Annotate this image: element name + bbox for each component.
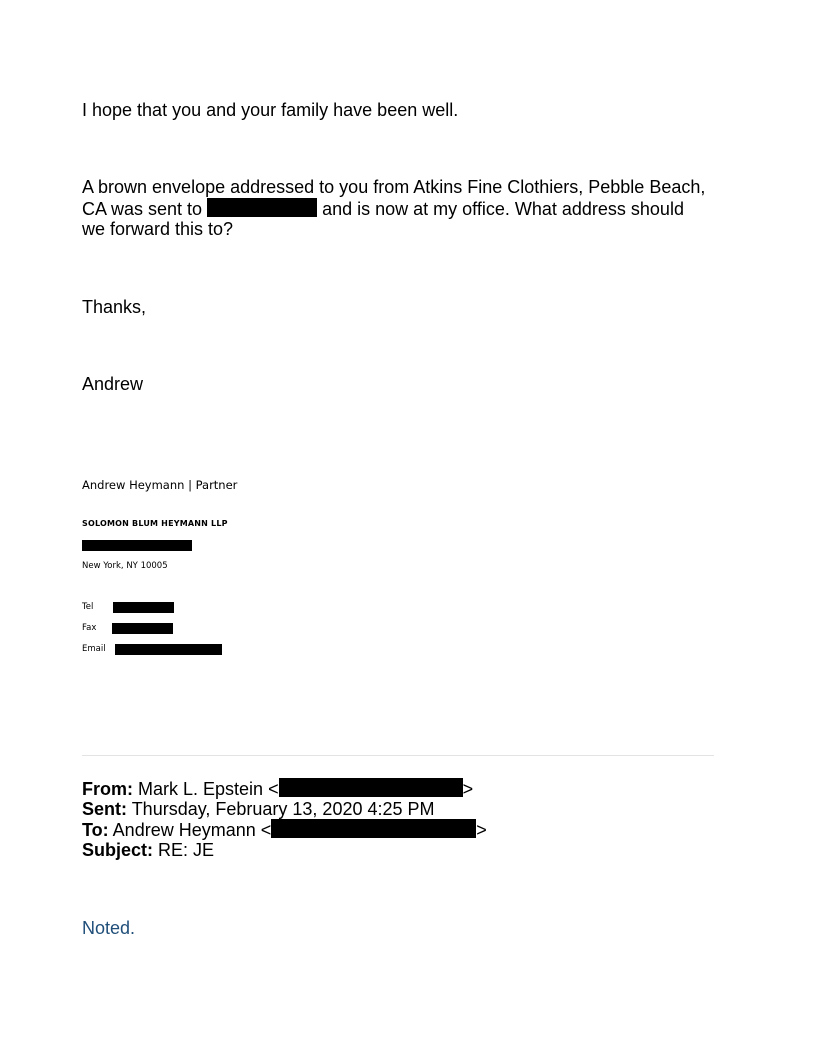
closing-text: Thanks,	[82, 297, 147, 317]
signature-tel-label: Tel	[82, 602, 94, 612]
redaction-box	[271, 819, 476, 838]
from-label: From:	[82, 779, 133, 799]
to-label: To:	[82, 820, 109, 840]
redaction-box	[207, 198, 317, 217]
quoted-body-text: Noted.	[82, 918, 136, 938]
subject-label: Subject:	[82, 840, 154, 860]
quote-divider	[82, 755, 714, 756]
paragraph-line-2-start: CA was sent to	[82, 199, 203, 219]
to-close: >	[476, 820, 487, 840]
header-to-line	[82, 819, 487, 841]
greeting-line: I hope that you and your family have been well.	[82, 100, 459, 120]
signature-city-state: New York, NY 10005	[82, 561, 168, 571]
to-name: Andrew Heymann <	[112, 820, 272, 840]
signature-firm: SOLOMON BLUM HEYMANN LLP	[82, 519, 228, 528]
sent-label: Sent:	[82, 799, 127, 819]
signature-email-label: Email	[82, 644, 106, 654]
from-close: >	[462, 779, 474, 799]
signoff-name: Andrew	[82, 374, 144, 394]
from-name: Mark L. Epstein <	[138, 779, 279, 799]
signature-fax-label: Fax	[82, 623, 97, 633]
redaction-box	[113, 602, 174, 613]
header-subject-line	[82, 840, 214, 861]
redaction-box	[112, 623, 173, 634]
redaction-box	[115, 644, 222, 655]
sent-value: Thursday, February 13, 2020 4:25 PM	[131, 799, 435, 819]
header-from-line	[82, 778, 473, 800]
subject-value: RE: JE	[158, 840, 215, 860]
paragraph-line-2	[82, 198, 684, 220]
paragraph-line-3: we forward this to?	[82, 219, 234, 239]
header-sent-line	[82, 799, 435, 820]
signature-name-title: Andrew Heymann | Partner	[82, 478, 238, 492]
redaction-box	[279, 778, 463, 797]
redaction-box	[82, 540, 192, 551]
paragraph-line-1: A brown envelope addressed to you from Atkins Fine Clothiers, Pebble Beach,	[82, 177, 706, 197]
paragraph-line-2-end: and is now at my office. What address should	[322, 199, 684, 219]
